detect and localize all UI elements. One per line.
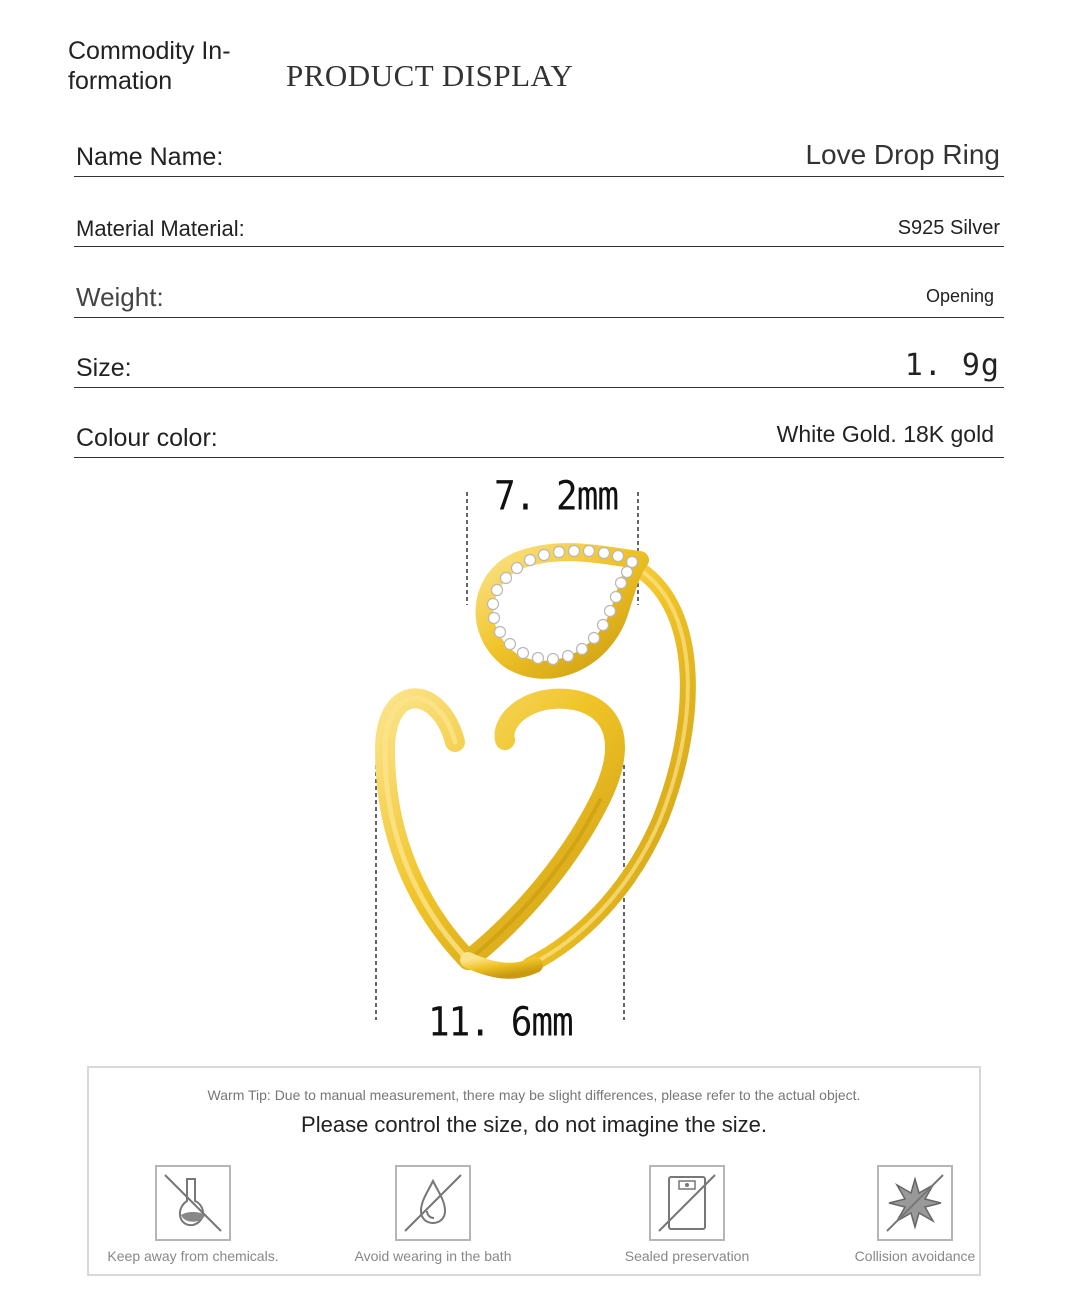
- spec-label: Weight:: [76, 282, 164, 312]
- spec-row-material: [74, 200, 1004, 247]
- care-item-sealed: [587, 1165, 787, 1264]
- care-item-bath: [333, 1165, 533, 1264]
- spec-row-weight: [74, 270, 1004, 318]
- spec-value: 1. 9g: [904, 348, 1000, 383]
- no-bath-icon: [395, 1165, 471, 1241]
- spec-label: Size:: [76, 354, 132, 382]
- page-title: PRODUCT DISPLAY: [286, 58, 574, 93]
- spec-row-colour: [74, 410, 1004, 458]
- ring-teardrop: [485, 552, 640, 670]
- warm-tip-box: [87, 1066, 981, 1276]
- spec-label: Colour color:: [76, 424, 218, 452]
- care-label: Sealed preservation: [624, 1248, 750, 1264]
- care-label: Avoid wearing in the bath: [354, 1248, 512, 1264]
- care-label: Keep away from chemicals.: [107, 1248, 279, 1264]
- dimension-bottom-label: 11. 6mm: [428, 999, 573, 1046]
- spec-label: Name Name:: [76, 143, 224, 171]
- size-notice: Please control the size, do not imagine the size.: [301, 1112, 767, 1137]
- spec-row-name: [74, 130, 1004, 177]
- sealed-storage-icon: [649, 1165, 725, 1241]
- product-image-area: [0, 460, 1080, 1060]
- collision-icon: [877, 1165, 953, 1241]
- spec-row-size: [74, 340, 1004, 388]
- spec-label: Material Material:: [76, 216, 245, 241]
- care-item-chemicals: [93, 1165, 293, 1264]
- care-item-collision: [815, 1165, 1015, 1264]
- dimension-top-label: 7. 2mm: [494, 473, 619, 520]
- spec-value: White Gold. 18K gold: [776, 421, 994, 447]
- section-label: Commodity In- formation: [68, 37, 231, 95]
- ring-illustration: [0, 460, 1080, 1060]
- spec-value: Opening: [925, 286, 994, 306]
- warm-tip-text: Warm Tip: Due to manual measurement, there may be slight differences, please refer to the actual object.: [207, 1087, 861, 1103]
- spec-value: Love Drop Ring: [805, 139, 1000, 170]
- no-chemicals-icon: [155, 1165, 231, 1241]
- care-label: Collision avoidance: [854, 1248, 976, 1264]
- spec-value: S925 Silver: [897, 217, 1000, 239]
